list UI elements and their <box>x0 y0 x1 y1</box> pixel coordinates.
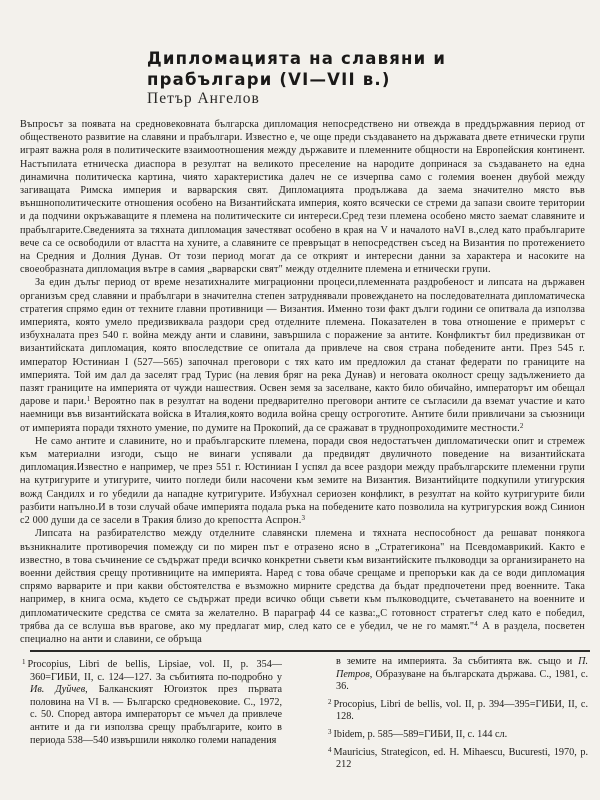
footnote-ref-3[interactable]: 3 <box>301 514 306 523</box>
footnote-author: Ив. Дуйчев <box>30 684 86 696</box>
paragraph-1: Въпросът за появата на средновековната българска дипломация непосредствено ни отвежда в преддържавния период от общественото развитие на славяни и прабългари. Известно е, че още преди създаването на държавата двете етнически групи играят важна роля в политическите взаимоотношения между държавите и племенните общности на Европейския континент. Настъпилата етническа диаспора в резултат на великото преселение на народите допринася за създаването на една динамична политическа картина, чиято характеристика далеч не се изчерпва само с големия военен двубой между загиващата Римска империя и варварския свят. Дипломацията продължава да заема значително място във външнополитическите отношения особено на Византийската империя, която всячески се стреми да запази своите територии и да подчини окръжаващите я племена на политическите си интереси.Сред тези племена особено място заемат славяните и прабългарите.Сведенията за тяхната дипломация зачестяват особено в края на V и началото наVI в.,след като прабългарите вече са се освободили от властта на хуните, а славяните се превръщат в непосредствен съсед на Византия по протежението на Средния и Долния Дунав. От този период могат да се открият и интересни данни за характера и насоките на своеобразната дипломация вътре в самия „варварски свят" между отделните племена и етнически групи. <box>20 119 585 276</box>
footnote-ref-2[interactable]: 2 <box>519 421 524 430</box>
article-body <box>20 118 585 646</box>
footnote-author: П. Петров <box>336 656 588 680</box>
article-title <box>147 48 487 90</box>
footnote-1: $^1$ Procopius, Libri de bellis, Lipsiae, vol. II, p. 354—360=ГИБИ, II, с. 124—127. За събитията по-подробно у Ив. Дуйчев, Балканският Югоизток през първата половина на VI в. — Българско средновековие. С., 1972, с. 50. Според автора императорът се мъчел да привлече антите и да ги използва срещу прабългарите, които в периода 538—540 извършили няколко големи нападения <box>22 658 282 746</box>
footnote-divider <box>30 650 590 652</box>
footnote-ref-4[interactable]: 4 <box>474 619 478 628</box>
paragraph-2: За един дълъг период от време незатихналите миграционни процеси,племенната раздробеност и липсата на държавен организъм сред славяни и прабългари в значителна степен затруднявали провеждането на последователната дипломатическа стратегия спрямо един от техните главни противници — Византия. Именно този факт дълги години се опитвала да използва империята, която умело предизвиквала раздори сред отделните племена. Показателен в това отношение е примерът с избухналата през 540 г. война между анти и славини, завършила с поражение за антите. Конфликтът бил предизвикан от византийската дипломация, която впоследствие се опитала да привлече на своя страна победените анти. През 545 г. император Юстиниан I (527—565) започнал преговори с тях като им предложил да станат федерати по границите на империята. Той им дал да заселят град Турис (на левия бряг на река Дунав) и неговата околност срещу задължението да пазят границите на империята от чужди нашествия. Освен земя за заселване, както било обичайно, императорът им обещал дарове и пари.$^1$ Вероятно пак в резултат на водени предварително преговори антите се съгласили да вземат участие и като наемници във византийската войска в Италия,която водила война срещу остроготите. Антите били привличани за съюзници от империята поради тяхното умение, по думите на Прокопий, да се сражават в труднопроходимите местности.$^2$ <box>20 277 585 434</box>
footnote-3: $^3$ Ibidem, p. 585—589=ГИБИ, II, с. 144 сл. <box>328 727 508 740</box>
footnotes <box>22 656 588 774</box>
title-line-1: Дипломацията на славяни и <box>147 49 447 68</box>
footnotes-right-column <box>328 656 588 774</box>
title-line-2: прабългари (VI—VII в.) <box>147 70 391 89</box>
footnote-ref-1[interactable]: 1 <box>86 395 91 404</box>
footnote-2: $^2$ Procopius, Libri de bellis, vol. II, p. 394—395=ГИБИ, II, с. 128. <box>328 697 588 723</box>
footnote-4: $^4$ Mauricius, Strategicon, ed. H. Mihaescu, Bucuresti, 1970, p. 212 <box>328 745 588 771</box>
article-author: Петър Ангелов <box>147 90 260 107</box>
paragraph-3: Не само антите и славините, но и прабългарските племена, поради своя недостатъчен дипломатически опит и стремеж към материални изгоди, също не винаги успявали да предвидят двуличното поведение на византийската дипломация.Известно е например, че през 551 г. Юстиниан I успял да всее раздори между прабългарските племенни групи на кутригурите и утигурите, чиито погледи били насочени към земите на Византия. Византийците подкупили утигурския вожд Сандилх и го убедили да нападне кутригурите. Избухнал сериозен конфликт, в резултат на който кутригурите били разбити напълно.И в този случай обаче империята подала ръка на победените като позволила на кутригурския вожд Синион с2 000 души да се засели в Тракия близо до крепостта Аспрон.$^3$ <box>20 435 585 527</box>
paragraph-4: Липсата на разбирателство между отделните славянски племена и тяхната неспособност да решават понякога възникналите противоречия помежду си по мирен път е отразено ясно в „Стратегикона" на Псевдомаврикий. Както е известно, в това съчинение се съдържат преди всичко конкретни съвети към византийските пълководци за организирането на военни действия срещу противниците на империята. Наред с това обаче срещаме и препоръки как да се води дипломация спрямо варварите и при какви обстоятелства е възможно мирните средства да бъдат предпочетени пред военните. Така например, в книга осма, където се съдържат преди всичко общи съвети към пълководците, съчетаването на военните и дипломатическите средства се смята за желателно. В параграф 44 се казва:„С готовност стратегът след като е победил, трябва да се вслуша във врагове, ако му предлагат мир, след като се е убедил, че не го мамят."$^4$ А в раздела, посветен специално на анти и славини, се обръща <box>20 528 585 645</box>
article-header <box>147 48 487 107</box>
footnotes-left-column <box>22 656 282 774</box>
footnote-1-continued: в земите на империята. За събитията вж. също и П. Петров, Образуване на българската държава. С., 1981, с. 36. <box>336 656 588 693</box>
